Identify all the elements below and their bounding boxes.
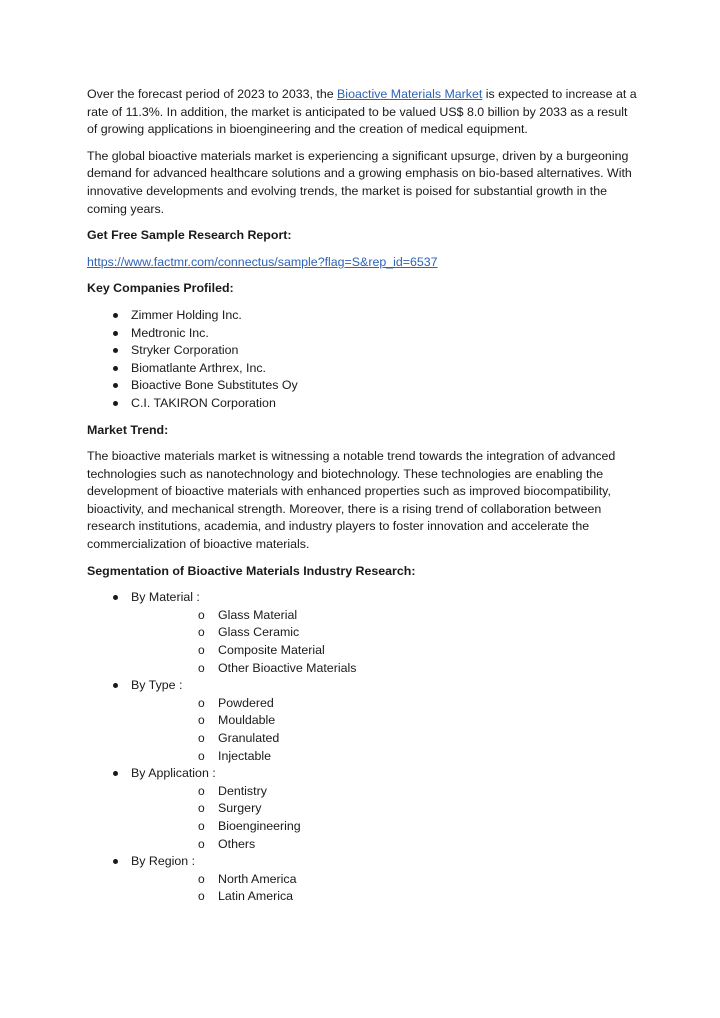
intro-paragraph: [87, 86, 639, 139]
circle-bullet-icon: o: [198, 748, 205, 763]
sample-report-link[interactable]: https://www.factmr.com/connectus/sample?flag=S&rep_id=6537: [87, 254, 438, 269]
circle-bullet-icon: o: [198, 836, 205, 851]
document-body: [87, 86, 639, 915]
segment-item: o Other Bioactive Materials: [131, 660, 639, 678]
bullet-icon: [113, 366, 118, 371]
segment-item: o Others: [131, 836, 639, 854]
segment-group-region: By Region : o North America o Latin America: [87, 853, 639, 906]
bullet-icon: [113, 595, 118, 600]
bullet-icon: [113, 771, 118, 776]
company-list: [87, 307, 639, 413]
application-sublist: [131, 783, 639, 853]
circle-bullet-icon: o: [198, 783, 205, 798]
circle-bullet-icon: o: [198, 643, 205, 658]
company-item: Medtronic Inc.: [87, 325, 639, 343]
circle-bullet-icon: o: [198, 889, 205, 904]
circle-bullet-icon: o: [198, 731, 205, 745]
bullet-icon: [113, 383, 118, 388]
market-overview-paragraph: The global bioactive materials market is experiencing a significant upsurge, driven by a burgeoning demand for advanced healthcare solutions and a growing emphasis on bio-based alternatives. With innovative developments and evolving trends, the market is poised for substantial growth in the coming years.: [87, 148, 632, 216]
segment-item: o North America: [131, 871, 639, 889]
circle-bullet-icon: o: [198, 871, 205, 886]
segment-item: o Mouldable: [131, 712, 639, 730]
segment-item: o Latin America: [131, 888, 639, 906]
segment-item: o Glass Ceramic: [131, 624, 639, 642]
intro-text-end: is expected to increase at a rate of 11.3%. In addition, the market is anticipated to be valued US$ 8.0 billion by 2033 as a result of growing applications in bioengineering and the creation of medical equipment.: [87, 87, 637, 137]
company-item: Bioactive Bone Substitutes Oy: [87, 377, 639, 395]
segment-group-material: By Material : o Glass Material o Glass Ceramic o Composite Material o Other Bioactive Materials: [87, 589, 639, 677]
region-sublist: [131, 871, 639, 906]
segment-group-application: By Application : o Dentistry o Surgery o Bioengineering o Others: [87, 765, 639, 853]
segmentation-list: [87, 589, 639, 906]
market-trend-paragraph: The bioactive materials market is witnessing a notable trend towards the integration of advanced technologies such as nanotechnology and biotechnology. These technologies are enabling the development of bioactive materials with enhanced properties such as improved biocompatibility, bioactivity, and mechanical strength. Moreover, there is a rising trend of collaboration between research institutions, academia, and industry players to foster innovation and accelerate the commercialization of bioactive materials.: [87, 449, 616, 552]
segment-item: o Powdered: [131, 695, 639, 713]
intro-text-start: Over the forecast period of 2023 to 2033, the: [87, 87, 338, 101]
bullet-icon: [113, 401, 118, 406]
circle-bullet-icon: o: [198, 625, 205, 640]
bullet-icon: [113, 683, 118, 688]
segment-item: o Surgery: [131, 800, 639, 818]
sample-report-heading: Get Free Sample Research Report:: [87, 228, 292, 243]
circle-bullet-icon: o: [198, 713, 205, 728]
company-item: Zimmer Holding Inc.: [87, 307, 639, 325]
bullet-icon: [113, 331, 118, 336]
segment-item: o Injectable: [131, 748, 639, 766]
segment-item: o Granulated: [131, 730, 639, 748]
company-item: Stryker Corporation: [87, 342, 639, 360]
company-item: C.I. TAKIRON Corporation: [87, 395, 639, 413]
segment-item: o Glass Material: [131, 607, 639, 625]
market-trend-heading: Market Trend:: [87, 422, 169, 437]
bullet-icon: [113, 313, 118, 318]
bullet-icon: [113, 859, 118, 864]
bullet-icon: [113, 348, 118, 353]
segment-item: o Bioengineering: [131, 818, 639, 836]
circle-bullet-icon: o: [198, 818, 205, 833]
segmentation-heading: Segmentation of Bioactive Materials Industry Research:: [87, 563, 416, 578]
circle-bullet-icon: o: [198, 660, 205, 675]
company-item: Biomatlante Arthrex, Inc.: [87, 360, 639, 378]
segment-item: o Dentistry: [131, 783, 639, 801]
segment-item: o Composite Material: [131, 642, 639, 660]
bioactive-materials-market-link[interactable]: Bioactive Materials Market: [337, 87, 483, 101]
circle-bullet-icon: o: [198, 607, 205, 622]
segment-group-type: By Type : o Powdered o Mouldable o Granulated o Injectable: [87, 677, 639, 765]
material-sublist: [131, 607, 639, 677]
key-companies-heading: Key Companies Profiled:: [87, 281, 234, 296]
circle-bullet-icon: o: [198, 695, 205, 710]
circle-bullet-icon: o: [198, 801, 205, 816]
type-sublist: [131, 695, 639, 765]
